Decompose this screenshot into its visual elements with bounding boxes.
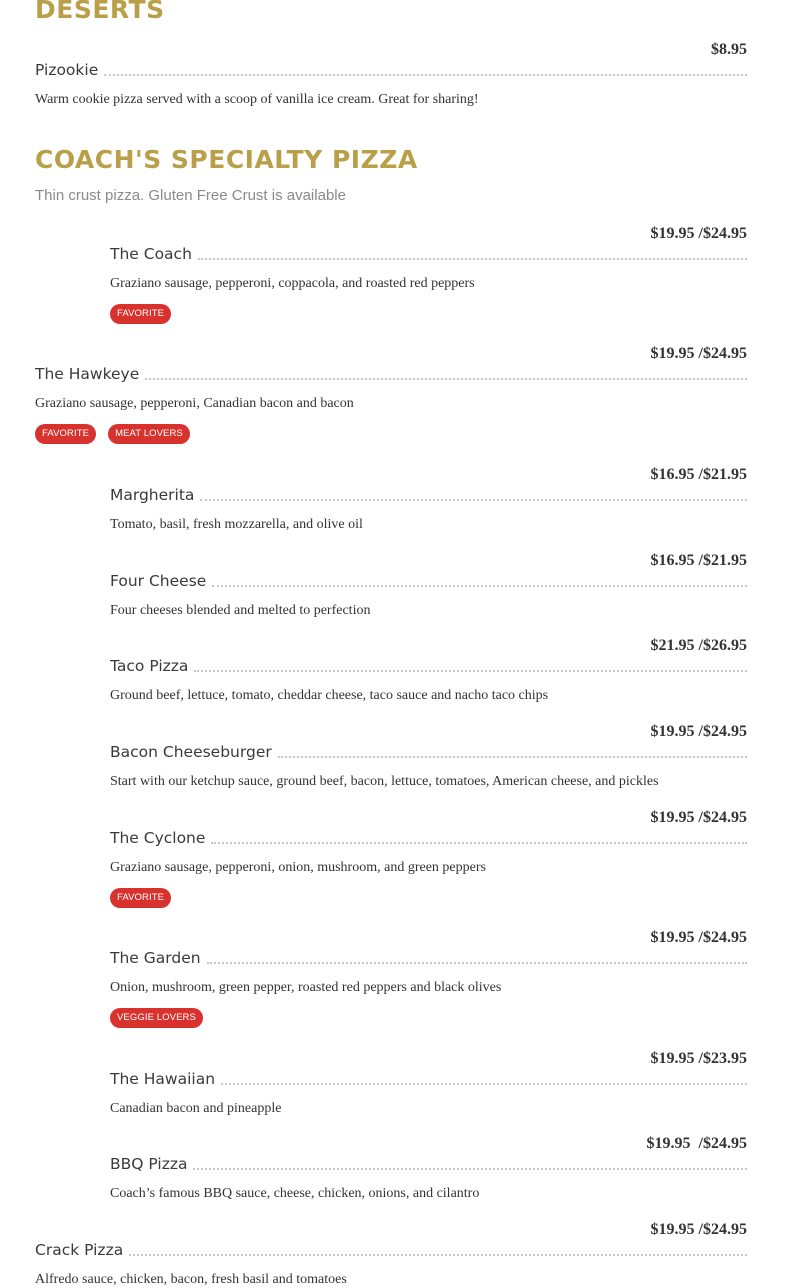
section-title-desserts: DESERTS xyxy=(35,0,165,24)
item-price: $19.95 /$23.95 xyxy=(650,1050,747,1067)
item-name-row xyxy=(110,571,747,591)
badge-favorite: FAVORITE xyxy=(110,888,171,908)
item-description: Ground beef, lettuce, tomato, cheddar cheese, taco sauce and nacho taco chips xyxy=(110,688,549,703)
item-description: Graziano sausage, pepperoni, onion, mushroom, and green peppers xyxy=(110,860,486,875)
menu-item-bbq-pizza[interactable] xyxy=(110,1135,747,1205)
item-description: Canadian bacon and pineapple xyxy=(110,1101,282,1116)
item-description: Alfredo sauce, chicken, bacon, fresh basil and tomatoes xyxy=(35,1272,347,1287)
item-description: Graziano sausage, pepperoni, Canadian bacon and bacon xyxy=(35,396,354,411)
menu-item-the-hawkeye[interactable] xyxy=(35,345,747,450)
dot-leader xyxy=(278,756,747,758)
dot-leader xyxy=(207,962,747,964)
item-price: $19.95 /$24.95 xyxy=(650,1221,747,1238)
item-name: Pizookie xyxy=(35,61,99,79)
item-description: Tomato, basil, fresh mozzarella, and olive oil xyxy=(110,517,363,532)
item-price: $16.95 /$21.95 xyxy=(650,466,747,483)
item-name: Margherita xyxy=(110,486,195,504)
item-name-row xyxy=(110,742,747,762)
item-price: $19.95 /$24.95 xyxy=(650,929,747,946)
item-name-row xyxy=(110,485,747,505)
item-name-row xyxy=(35,1240,747,1260)
item-name-row xyxy=(110,656,747,676)
item-description: Four cheeses blended and melted to perfection xyxy=(110,603,371,618)
item-description: Start with our ketchup sauce, ground beef, bacon, lettuce, tomatoes, American cheese, and pickles xyxy=(110,774,659,789)
item-name: The Hawaiian xyxy=(110,1070,216,1088)
item-name-row xyxy=(110,1154,747,1174)
item-price: $19.95 /$24.95 xyxy=(650,225,747,242)
item-name: Bacon Cheeseburger xyxy=(110,743,272,761)
dot-leader xyxy=(212,585,747,587)
section-title-specialty-pizza: COACH'S SPECIALTY PIZZA xyxy=(35,145,418,174)
dot-leader xyxy=(145,378,747,380)
item-description: Coach’s famous BBQ sauce, cheese, chicken, onions, and cilantro xyxy=(110,1186,480,1201)
item-price: $19.95 /$24.95 xyxy=(646,1135,747,1152)
item-name-row xyxy=(110,828,747,848)
item-badges xyxy=(110,304,171,324)
item-badges xyxy=(110,1008,203,1028)
badge-favorite: FAVORITE xyxy=(35,424,96,444)
menu-item-bacon-cheeseburger[interactable] xyxy=(110,723,747,793)
menu-item-four-cheese[interactable] xyxy=(110,552,747,622)
badge-meat-lovers: MEAT LOVERS xyxy=(108,424,190,444)
badge-favorite: FAVORITE xyxy=(110,304,171,324)
item-name: The Cyclone xyxy=(110,829,206,847)
item-name-row xyxy=(35,60,747,80)
dot-leader xyxy=(211,842,747,844)
item-name-row xyxy=(35,364,747,384)
dot-leader xyxy=(194,670,747,672)
item-price: $16.95 /$21.95 xyxy=(650,552,747,569)
menu-item-pizookie[interactable] xyxy=(35,41,747,111)
menu-item-the-garden[interactable] xyxy=(110,929,747,1034)
menu-item-the-coach[interactable] xyxy=(110,225,747,330)
item-name: Crack Pizza xyxy=(35,1241,124,1259)
section-subtitle: Thin crust pizza. Gluten Free Crust is available xyxy=(35,187,346,204)
item-name-row xyxy=(110,1069,747,1089)
item-name: BBQ Pizza xyxy=(110,1155,188,1173)
menu-item-crack-pizza[interactable] xyxy=(35,1221,747,1287)
item-description: Warm cookie pizza served with a scoop of vanilla ice cream. Great for sharing! xyxy=(35,92,479,107)
item-price: $19.95 /$24.95 xyxy=(650,345,747,362)
item-description: Graziano sausage, pepperoni, coppacola, and roasted red peppers xyxy=(110,276,475,291)
dot-leader xyxy=(198,258,747,260)
menu-item-the-cyclone[interactable] xyxy=(110,809,747,914)
item-price: $21.95 /$26.95 xyxy=(650,637,747,654)
dot-leader xyxy=(193,1168,747,1170)
dot-leader xyxy=(104,74,747,76)
item-name-row xyxy=(110,948,747,968)
item-price: $19.95 /$24.95 xyxy=(650,809,747,826)
item-badges xyxy=(35,424,190,444)
dot-leader xyxy=(129,1254,747,1256)
item-name: The Hawkeye xyxy=(35,365,140,383)
item-price: $8.95 xyxy=(711,41,747,58)
item-badges xyxy=(110,888,171,908)
menu-item-taco-pizza[interactable] xyxy=(110,637,747,707)
item-name: Four Cheese xyxy=(110,572,207,590)
item-price: $19.95 /$24.95 xyxy=(650,723,747,740)
item-name: Taco Pizza xyxy=(110,657,189,675)
dot-leader xyxy=(221,1083,747,1085)
item-name: The Coach xyxy=(110,245,192,263)
badge-veggie-lovers: VEGGIE LOVERS xyxy=(110,1008,203,1028)
item-description: Onion, mushroom, green pepper, roasted red peppers and black olives xyxy=(110,980,502,995)
dot-leader xyxy=(200,499,747,501)
item-name-row xyxy=(110,244,747,264)
menu-item-margherita[interactable] xyxy=(110,466,747,536)
item-name: The Garden xyxy=(110,949,201,967)
menu-item-the-hawaiian[interactable] xyxy=(110,1050,747,1120)
